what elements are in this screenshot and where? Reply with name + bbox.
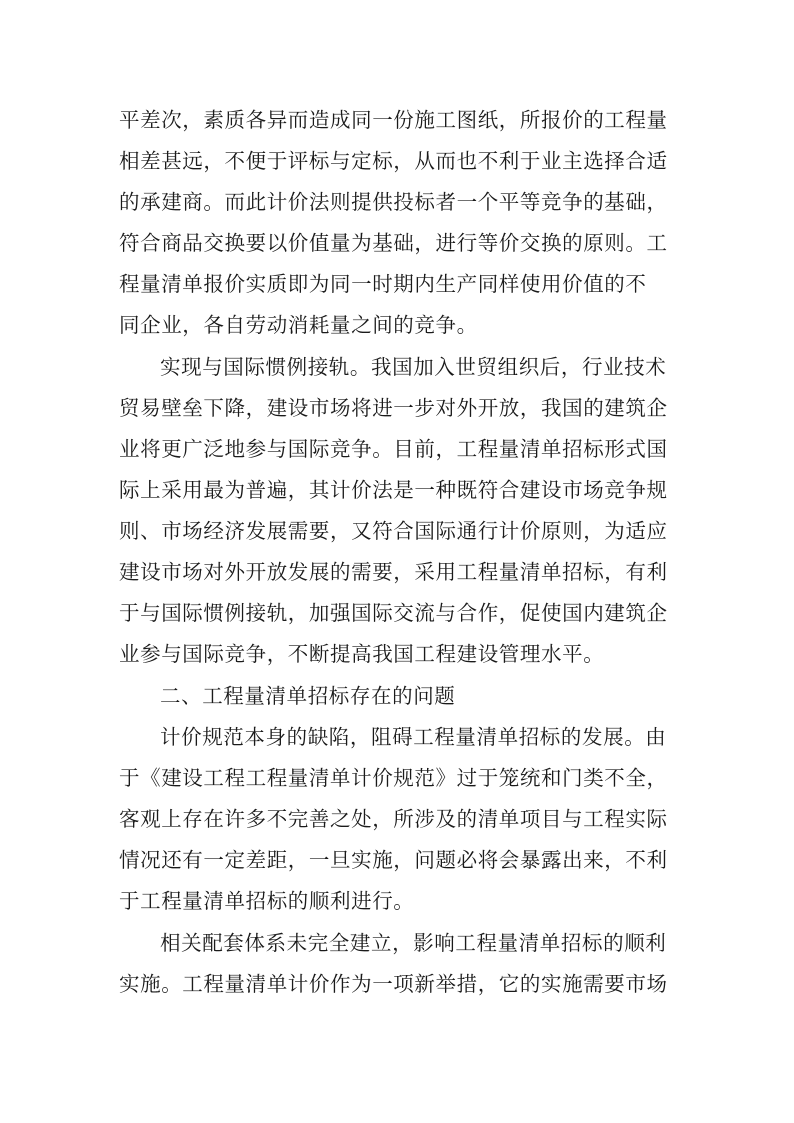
paragraph-start-line: 实现与国际惯例接轨。我国加入世贸组织后，行业技术: [160, 355, 667, 379]
text-line-8: 贸易壁垒下降，建设市场将进一步对外开放，我国的建筑企: [119, 396, 668, 420]
text-line-19: 情况还有一定差距，一旦实施，问题必将会暴露出来，不利: [119, 848, 668, 872]
paragraph-start-line: 相关配套体系未完全建立，影响工程量清单招标的顺利: [160, 931, 667, 955]
text-line-17: 于《建设工程工程量清单计价规范》过于笼统和门类不全，: [119, 766, 668, 790]
text-line-10: 际上采用最为普遍，其计价法是一种既符合建设市场竞争规: [119, 478, 668, 502]
text-line-13: 于与国际惯例接轨，加强国际交流与合作，促使国内建筑企: [119, 601, 668, 625]
text-line-9: 业将更广泛地参与国际竞争。目前，工程量清单招标形式国: [119, 437, 668, 461]
text-line-4: 符合商品交换要以价值量为基础，进行等价交换的原则。工: [119, 231, 668, 255]
text-line-3: 的承建商。而此计价法则提供投标者一个平等竞争的基础，: [119, 190, 668, 214]
text-line-2: 相差甚远，不便于评标与定标，从而也不利于业主选择合适: [119, 149, 668, 173]
text-line-6: 同企业，各自劳动消耗量之间的竞争。: [119, 313, 478, 337]
text-line-12: 建设市场对外开放发展的需要，采用工程量清单招标，有利: [119, 560, 668, 584]
text-line-22: 实施。工程量清单计价作为一项新举措，它的实施需要市场: [119, 972, 668, 996]
text-line-5: 程量清单报价实质即为同一时期内生产同样使用价值的不: [119, 272, 647, 296]
text-line-1: 平差次，素质各异而造成同一份施工图纸，所报价的工程量: [119, 108, 668, 132]
text-line-14: 业参与国际竞争，不断提高我国工程建设管理水平。: [119, 642, 605, 666]
text-line-18: 客观上存在许多不完善之处，所涉及的清单项目与工程实际: [119, 807, 668, 831]
paragraph-start-line: 计价规范本身的缺陷，阻碍工程量清单招标的发展。由: [160, 725, 667, 749]
text-line-20: 于工程量清单招标的顺利进行。: [119, 889, 415, 913]
section-heading: 二、工程量清单招标存在的问题: [160, 684, 456, 708]
text-line-11: 则、市场经济发展需要，又符合国际通行计价原则，为适应: [119, 519, 668, 543]
